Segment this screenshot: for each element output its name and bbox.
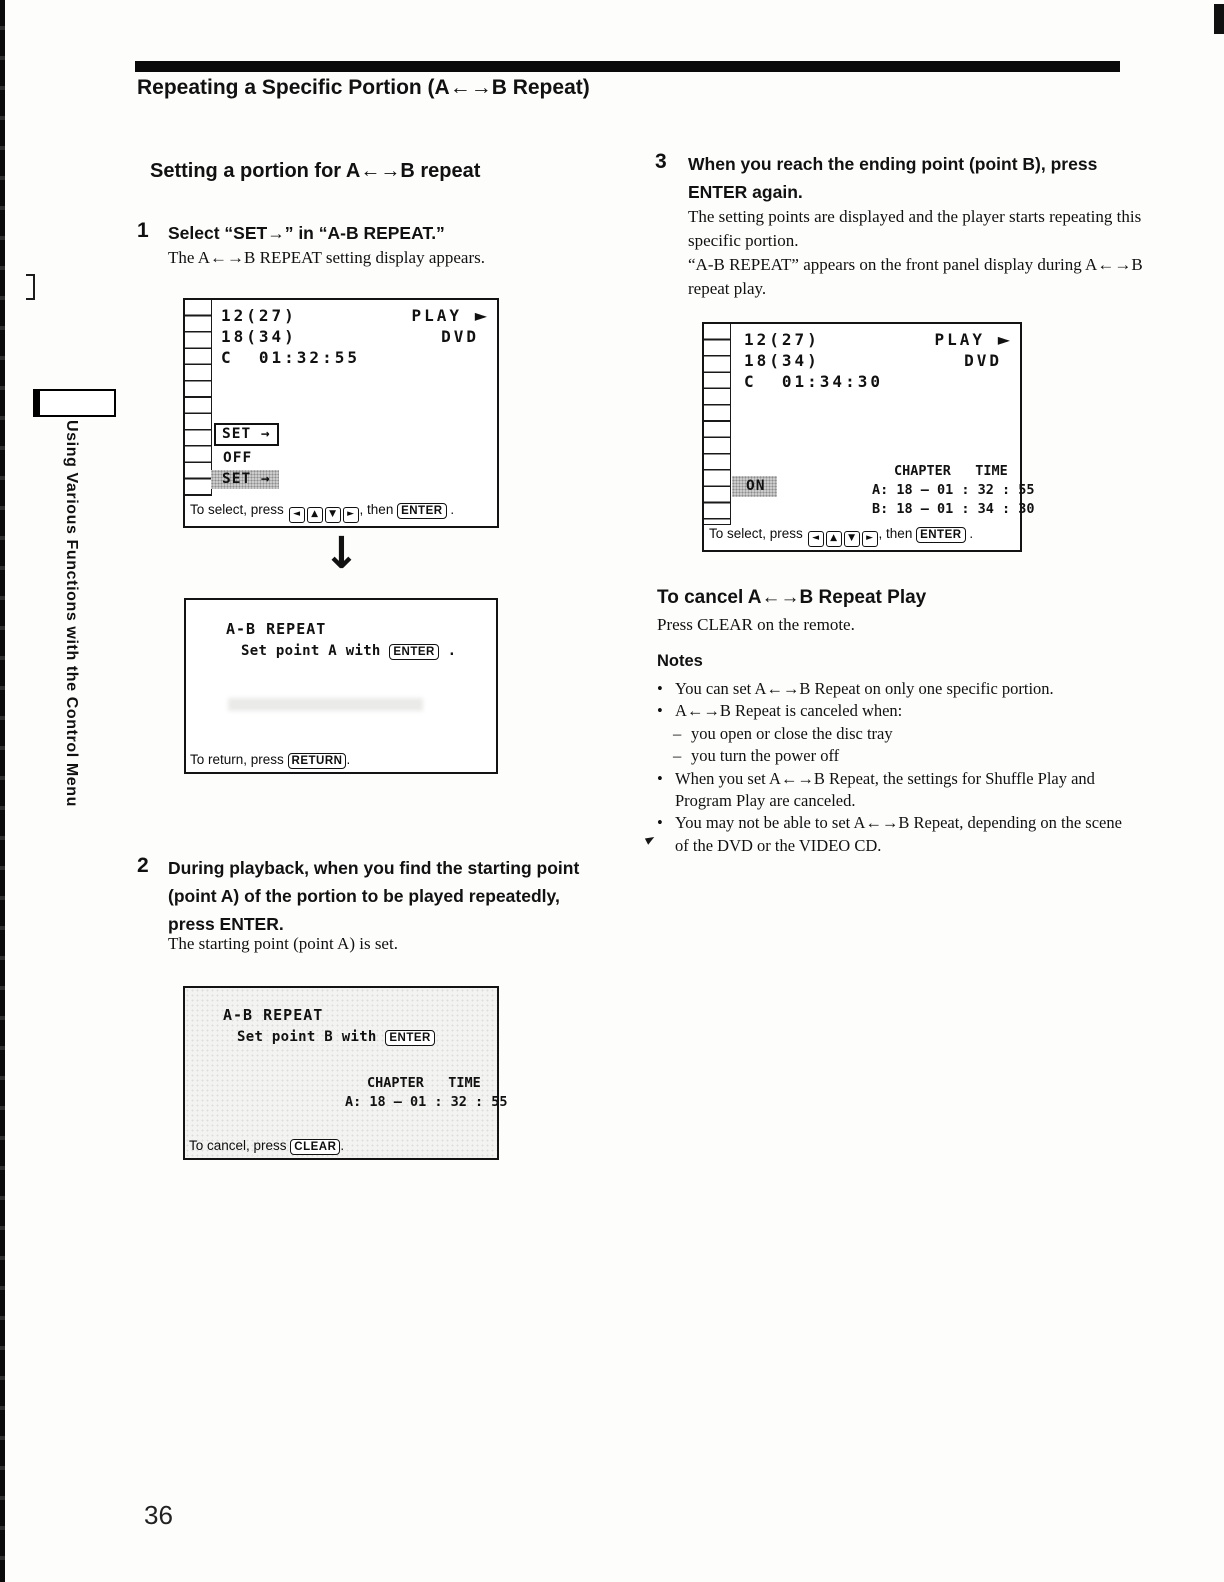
menu-option-off[interactable]: OFF: [223, 450, 253, 466]
footer-hint-text: To return, press: [190, 752, 288, 767]
play-status-text: PLAY: [934, 330, 998, 349]
footer-hint-text: To select, press: [190, 502, 288, 517]
note-text: you open or close the disc tray: [691, 723, 893, 743]
play-icon: ►: [997, 330, 1010, 349]
osd-set-point-a-line: [241, 643, 456, 660]
footer-hint-suffix: .: [346, 752, 351, 767]
dash-marker: –: [673, 746, 682, 766]
footer-hint-text: To cancel, press: [189, 1138, 291, 1153]
cancel-heading: To cancel A←→B Repeat Play: [657, 587, 927, 608]
bullet-marker: •: [657, 701, 663, 721]
pen-tick-artifact: [645, 834, 656, 844]
osd-media-type: DVD: [964, 351, 1002, 370]
sidebar-section-label: Using Various Functions with the Control Menu: [63, 420, 80, 807]
scan-smudge: [228, 698, 423, 711]
play-status-text: PLAY: [411, 306, 475, 325]
osd-screen-set-menu: [183, 298, 499, 528]
osd-footer-hint: [190, 752, 350, 769]
page-number: 36: [144, 1500, 173, 1530]
return-button-icon: RETURN: [288, 753, 347, 769]
footer-hint-mid: , then: [878, 526, 917, 541]
dash-marker: –: [673, 723, 682, 743]
chapter-time-table: [872, 462, 1035, 519]
step3-number: 3: [655, 150, 667, 173]
bullet-marker: •: [657, 813, 663, 833]
step3-body2: “A-B REPEAT” appears on the front panel display during A←→B repeat play.: [688, 255, 1143, 298]
osd-ab-repeat-title: A-B REPEAT: [223, 1006, 324, 1024]
osd-footer-hint: [190, 502, 454, 523]
note-text: When you set A←→B Repeat, the settings for Shuffle Play and Program Play are canceled.: [675, 768, 1095, 811]
osd-footer-hint: [189, 1138, 344, 1155]
note-item: [657, 678, 1139, 700]
osd-screen-set-point-b: [183, 986, 508, 1160]
point-a-row: A: 18 – 01 : 32 : 55: [872, 482, 1035, 498]
left-edge-scan-artifact: [0, 0, 5, 1582]
sidebar-tab-marker: [33, 389, 116, 417]
step2-heading: During playback, when you find the starting point (point A) of the portion to be played repeatedly, press ENTER.: [168, 858, 580, 934]
set-point-b-text: Set point B with: [237, 1029, 386, 1045]
note-text: You can set A←→B Repeat on only one specific portion.: [675, 679, 1054, 698]
footer-hint-text: To select, press: [709, 526, 807, 541]
bracket-scan-artifact: [26, 274, 35, 300]
right-key-icon: ►: [343, 507, 359, 523]
bullet-marker: •: [657, 768, 663, 788]
osd-title-number: 12(27): [744, 330, 820, 349]
enter-button-icon: ENTER: [389, 644, 438, 660]
menu-selected-set-option[interactable]: SET →: [214, 423, 279, 446]
set-point-a-period: .: [438, 643, 457, 659]
note-item: [657, 768, 1139, 813]
note-text: You may not be able to set A←→B Repeat, depending on the scene of the DVD or the VIDEO CD.: [675, 813, 1122, 855]
enter-button-icon: ENTER: [397, 503, 446, 519]
step2-number: 2: [137, 854, 149, 877]
osd-time-counter: C 01:34:30: [744, 372, 883, 391]
enter-button-icon: ENTER: [916, 527, 965, 543]
osd-play-status: [412, 306, 487, 325]
page-title: Repeating a Specific Portion (A←→B Repeat): [137, 76, 590, 99]
note-text: you turn the power off: [691, 746, 840, 766]
step1-heading: Select “SET→” in “A-B REPEAT.”: [168, 223, 445, 243]
bullet-marker: •: [657, 679, 663, 698]
corner-scan-artifact: [1214, 4, 1224, 34]
chapter-time-header: CHAPTER TIME: [894, 463, 1008, 479]
note-subitem: [657, 745, 1139, 767]
footer-hint-suffix: .: [965, 526, 974, 541]
header-rule: [135, 61, 1120, 72]
point-b-row: B: 18 – 01 : 34 : 30: [872, 501, 1035, 517]
control-menu-icon-column: [185, 300, 212, 496]
osd-media-type: DVD: [441, 327, 479, 346]
step2-body: The starting point (point A) is set.: [168, 934, 398, 953]
footer-hint-suffix: .: [340, 1138, 345, 1153]
enter-button-icon: ENTER: [385, 1030, 434, 1046]
chapter-time-table: [345, 1074, 508, 1112]
osd-footer-hint: [709, 526, 973, 547]
osd-play-status: [935, 330, 1010, 349]
osd-ab-repeat-title: A-B REPEAT: [226, 620, 327, 638]
chapter-time-header: CHAPTER TIME: [367, 1075, 481, 1091]
osd-chapter-number: 18(34): [744, 351, 820, 370]
flow-down-arrow: ↓: [323, 528, 360, 579]
step1-number: 1: [137, 219, 149, 242]
step3-heading: When you reach the ending point (point B), press ENTER again.: [688, 154, 1098, 202]
osd-screen-ab-repeat-on: [702, 322, 1035, 552]
osd-title-number: 12(27): [221, 306, 297, 325]
up-key-icon: ▲: [307, 507, 323, 523]
cancel-body: Press CLEAR on the remote.: [657, 615, 855, 634]
set-point-a-text: Set point A with: [241, 643, 390, 659]
notes-title: Notes: [657, 652, 703, 670]
up-key-icon: ▲: [826, 531, 842, 547]
control-menu-icon-column: [704, 324, 731, 525]
point-a-row: A: 18 – 01 : 32 : 55: [345, 1094, 508, 1110]
clear-button-icon: CLEAR: [290, 1139, 340, 1155]
menu-option-set-highlighted[interactable]: SET →: [211, 470, 279, 489]
footer-hint-suffix: .: [446, 502, 455, 517]
osd-chapter-number: 18(34): [221, 327, 297, 346]
down-key-icon: ▼: [844, 531, 860, 547]
note-text: A←→B Repeat is canceled when:: [675, 701, 903, 721]
note-item: [657, 700, 1139, 722]
left-key-icon: ◄: [808, 531, 824, 547]
left-key-icon: ◄: [289, 507, 305, 523]
step3-body1: The setting points are displayed and the player starts repeating this specific portion.: [688, 207, 1142, 250]
down-key-icon: ▼: [325, 507, 341, 523]
right-key-icon: ►: [862, 531, 878, 547]
play-icon: ►: [474, 306, 487, 325]
footer-hint-mid: , then: [359, 502, 398, 517]
osd-time-counter: C 01:32:55: [221, 348, 360, 367]
section-title: Setting a portion for A←→B repeat: [150, 160, 481, 182]
menu-status-on-highlighted: ON: [732, 476, 777, 497]
notes-list: [657, 678, 1139, 857]
osd-screen-set-point-a: [184, 598, 498, 774]
osd-set-point-b-line: [237, 1029, 435, 1046]
note-subitem: [657, 723, 1139, 745]
note-item: [657, 812, 1139, 857]
step1-body: The A←→B REPEAT setting display appears.: [168, 248, 485, 267]
